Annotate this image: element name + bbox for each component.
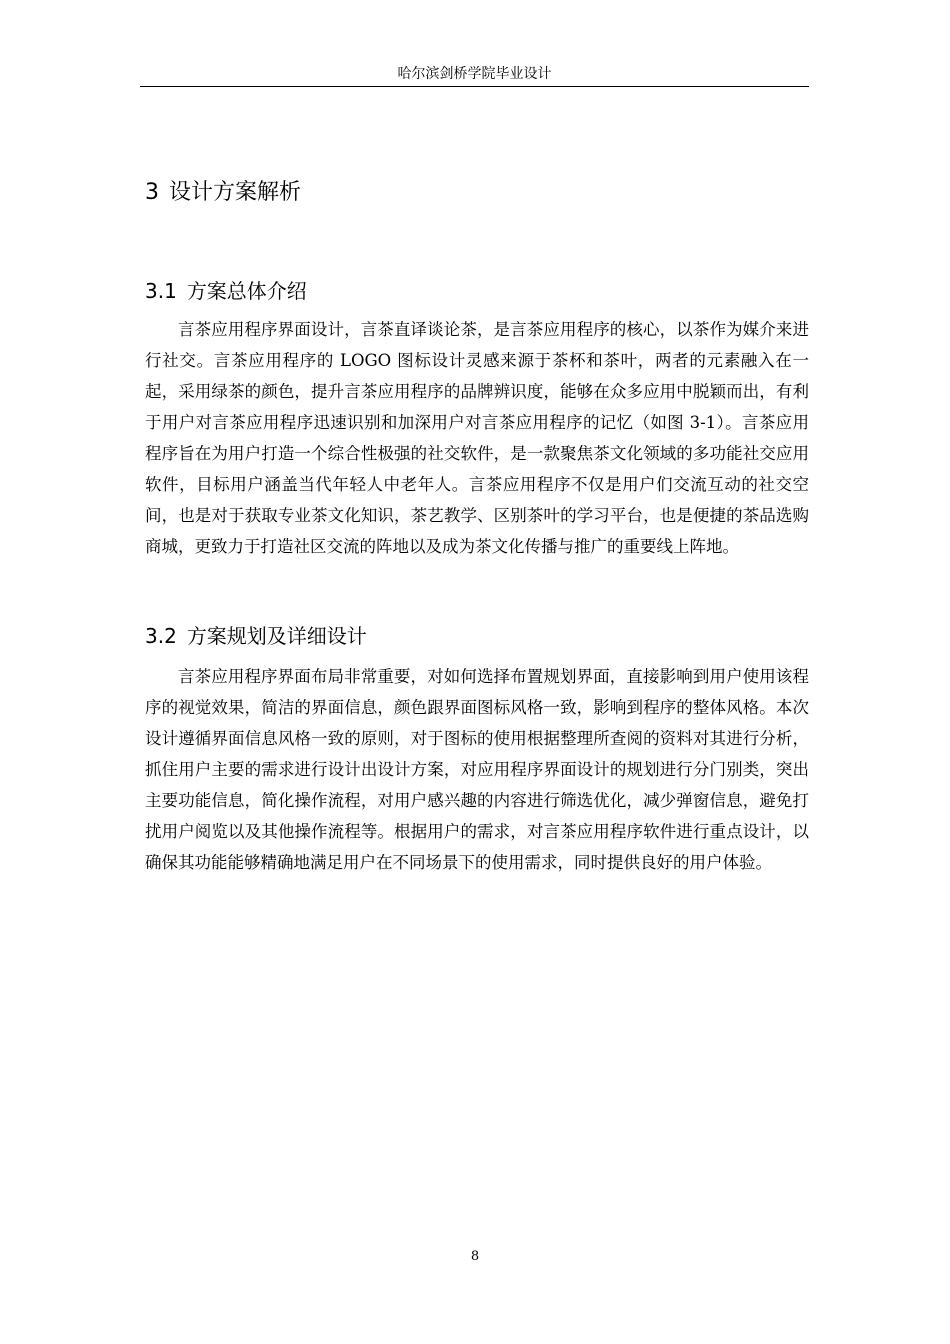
page-number: 8: [470, 1249, 480, 1264]
section-title-text: 方案总体介绍: [186, 279, 307, 303]
chapter-title-text: 设计方案解析: [169, 180, 302, 205]
section-title-text: 方案规划及详细设计: [186, 624, 367, 648]
body-paragraph-3-2: 言茶应用程序界面布局非常重要，对如何选择布置规划界面，直接影响到用户使用该程序的视觉效果，简洁的界面信息，颜色跟界面图标风格一致，影响到程序的整体风格。本次设计遵循界面信息风格一致的原则，对于图标的使用根据整理所查阅的资料对其进行分析，抓住用户主要的需求进行设计出设计方案，对应用程序界面设计的规划进行分门别类，突出主要功能信息，简化操作流程，对用户感兴趣的内容进行筛选优化，减少弹窗信息，避免打扰用户阅览以及其他操作流程等。根据用户的需求，对言茶应用程序软件进行重点设计，以确保其功能能够精确地满足用户在不同场景下的使用需求，同时提供良好的用户体验。: [145, 667, 809, 872]
section-title-3-2: [145, 621, 367, 651]
chapter-title: [145, 178, 301, 208]
section-number: 3.1: [145, 279, 177, 303]
body-paragraph-3-1: 言茶应用程序界面设计，言茶直译谈论茶，是言茶应用程序的核心，以茶作为媒介来进行社交。言茶应用程序的 LOGO 图标设计灵感来源于茶杯和茶叶，两者的元素融入在一起，采用绿茶的颜色，提升言茶应用程序的品牌辨识度，能够在众多应用中脱颖而出，有利于用户对言茶应用程序迅速识别和加深用户对言茶应用程序的记忆（如图 3-1）。言茶应用程序旨在为用户打造一个综合性极强的社交软件，是一款聚焦茶文化领域的多功能社交应用软件，目标用户涵盖当代年轻人中老年人。言茶应用程序不仅是用户们交流互动的社交空间，也是对于获取专业茶文化知识，茶艺教学、区别茶叶的学习平台，也是便捷的茶品选购商城，更致力于打造社区交流的阵地以及成为茶文化传播与推广的重要线上阵地。: [145, 320, 809, 556]
page-header: [140, 64, 809, 87]
section-title-3-1: [145, 276, 307, 306]
chapter-number: 3: [145, 180, 159, 205]
section-number: 3.2: [145, 624, 177, 648]
header-title: 哈尔滨剑桥学院毕业设计: [397, 66, 552, 82]
